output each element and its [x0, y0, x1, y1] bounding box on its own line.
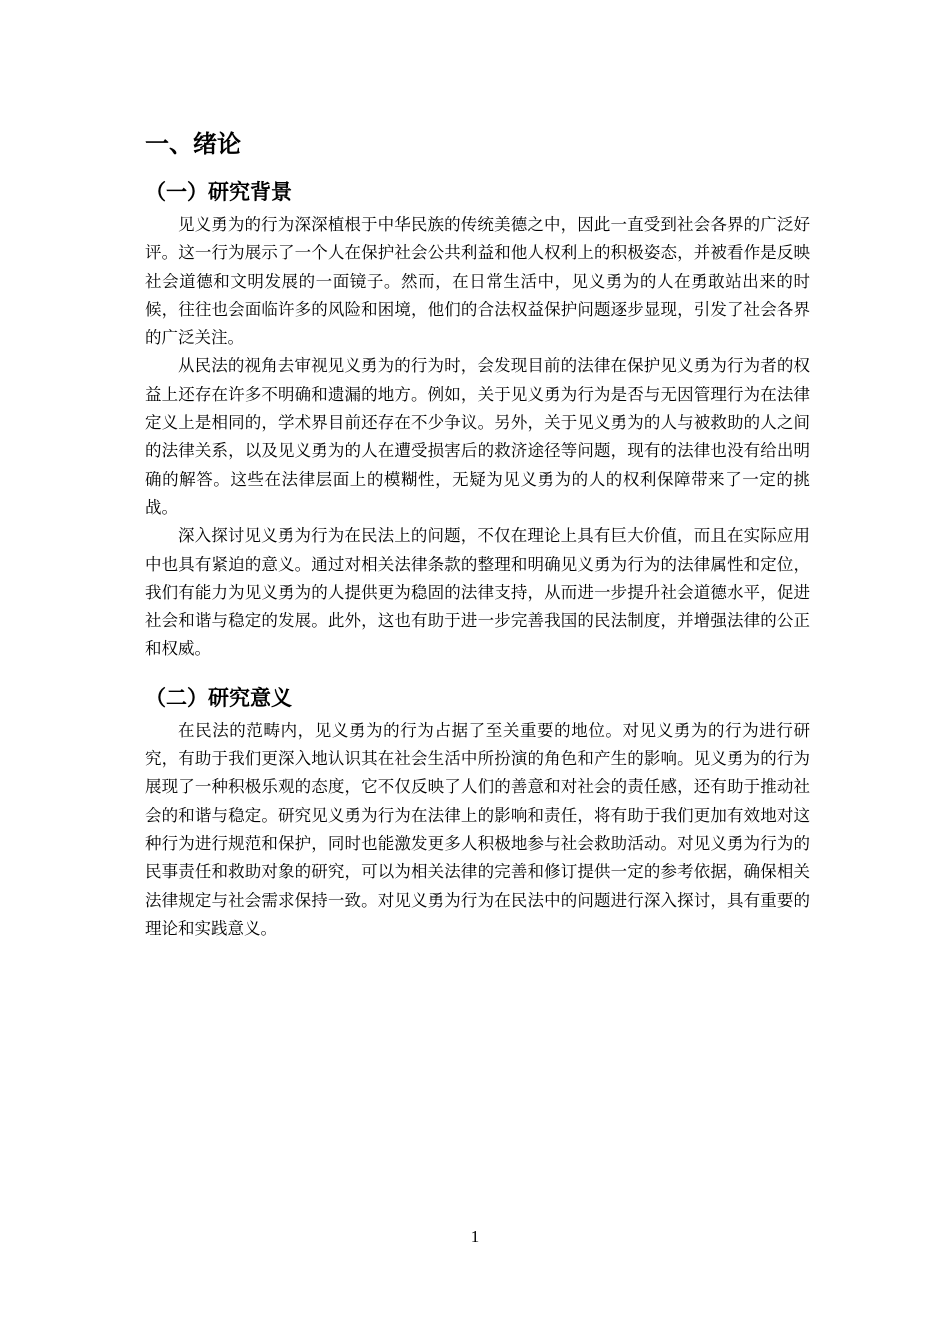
paragraph: 深入探讨见义勇为行为在民法上的问题，不仅在理论上具有巨大价值，而且在实际应用中也具有紧迫的意义。通过对相关法律条款的整理和明确见义勇为行为的法律属性和定位，我们有能力为见义勇为的人提供更为稳固的法律支持，从而进一步提升社会道德水平，促进社会和谐与稳定的发展。此外，这也有助于进一步完善我国的民法制度，并增强法律的公正和权威。 — [145, 526, 810, 659]
chapter-title: 一、绪论 — [145, 130, 241, 158]
paragraph: 在民法的范畴内，见义勇为的行为占据了至关重要的地位。对见义勇为的行为进行研究，有助于我们更深入地认识其在社会生活中所扮演的角色和产生的影响。见义勇为的行为展现了一种积极乐观的态度，它不仅反映了人们的善意和对社会的责任感，还有助于推动社会的和谐与稳定。研究见义勇为行为在法律上的影响和责任，将有助于我们更加有效地对这种行为进行规范和保护，同时也能激发更多人积极地参与社会救助活动。对见义勇为行为的民事责任和救助对象的研究，可以为相关法律的完善和修订提供一定的参考依据，确保相关法律规定与社会需求保持一致。对见义勇为行为在民法中的问题进行深入探讨，具有重要的理论和实践意义。 — [145, 720, 810, 938]
paragraph: 见义勇为的行为深深植根于中华民族的传统美德之中，因此一直受到社会各界的广泛好评。这一行为展示了一个人在保护社会公共利益和他人权利上的积极姿态，并被看作是反映社会道德和文明发展的一面镜子。然而，在日常生活中，见义勇为的人在勇敢站出来的时候，往往也会面临许多的风险和困境，他们的合法权益保护问题逐步显现，引发了社会各界的广泛关注。 — [145, 215, 810, 348]
paragraph: 从民法的视角去审视见义勇为的行为时，会发现目前的法律在保护见义勇为行为者的权益上还存在许多不明确和遗漏的地方。例如，关于见义勇为行为是否与无因管理行为在法律定义上是相同的，学术界目前还存在不少争议。另外，关于见义勇为的人与被救助的人之间的法律关系，以及见义勇为的人在遭受损害后的救济途径等问题，现有的法律也没有给出明确的解答。这些在法律层面上的模糊性，无疑为见义勇为的人的权利保障带来了一定的挑战。 — [145, 356, 810, 517]
section-title-significance: （二）研究意义 — [145, 685, 292, 710]
section-gap — [145, 664, 810, 681]
page-number: 1 — [470, 1227, 480, 1246]
document-page — [145, 126, 810, 943]
section-title-background: （一）研究背景 — [145, 180, 292, 204]
